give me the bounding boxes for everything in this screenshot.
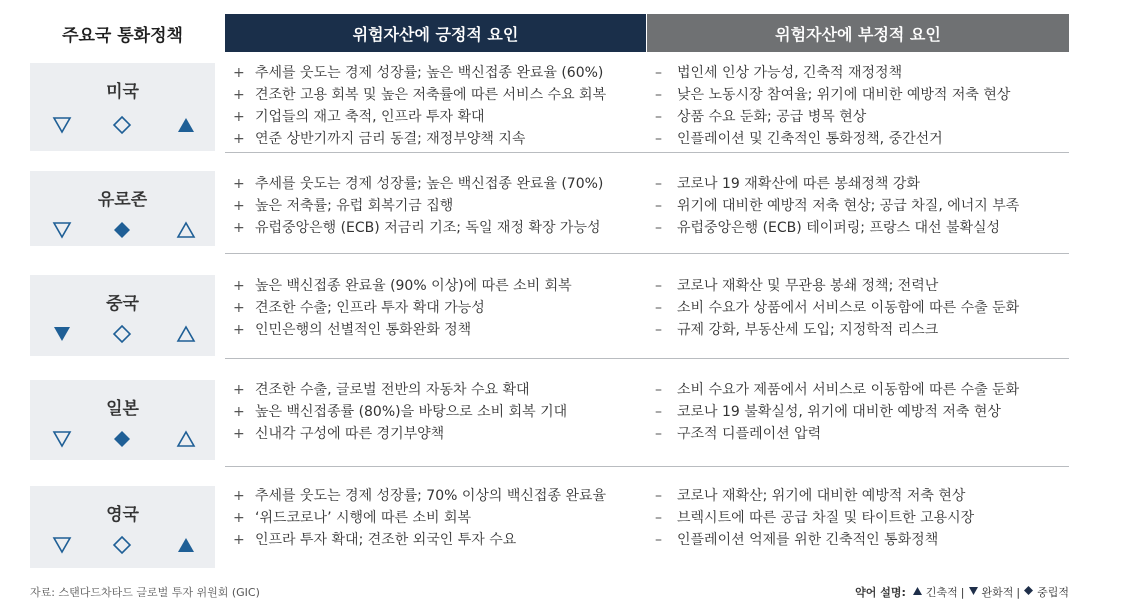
plus-mark: + xyxy=(233,87,245,103)
list-item xyxy=(655,529,974,551)
region-name: 일본 xyxy=(106,399,139,419)
positive-factor-text: 기업들의 재고 축적, 인프라 투자 확대 xyxy=(255,109,485,125)
list-item xyxy=(655,217,1019,239)
negative-factor-text: 코로나 19 재확산에 따른 봉쇄정책 강화 xyxy=(677,176,920,192)
list-item xyxy=(233,173,603,195)
easing-outline-icon xyxy=(50,218,74,242)
neutral-outline-icon xyxy=(110,322,134,346)
minus-mark: – xyxy=(655,176,662,192)
list-item xyxy=(655,84,1010,106)
tightening-outline-icon xyxy=(174,322,198,346)
tightening-outline-icon xyxy=(174,218,198,242)
minus-mark: – xyxy=(655,65,662,81)
plus-mark: + xyxy=(233,488,245,504)
table-row-uk xyxy=(0,486,1127,568)
minus-mark: – xyxy=(655,220,662,236)
positive-factors-header-label: 위험자산에 긍정적 요인 xyxy=(352,24,519,44)
positive-factor-text: 높은 저축률; 유럽 회복기금 집행 xyxy=(255,198,454,214)
region-name: 영국 xyxy=(106,505,139,525)
list-item xyxy=(655,319,1019,341)
negative-factor-text: 코로나 19 불확실성, 위기에 대비한 예방적 저축 현상 xyxy=(677,404,1001,420)
plus-mark: + xyxy=(233,176,245,192)
negative-factor-text: 브렉시트에 따른 공급 차질 및 타이트한 고용시장 xyxy=(677,510,975,526)
positive-factor-text: 연준 상반기까지 금리 동결; 재정부양책 지속 xyxy=(255,131,526,147)
plus-mark: + xyxy=(233,532,245,548)
positive-factor-text: 추세를 웃도는 경제 성장률; 70% 이상의 백신접종 완료율 xyxy=(255,488,606,504)
negative-factor-text: 상품 수요 둔화; 공급 병목 현상 xyxy=(677,109,867,125)
list-item xyxy=(655,401,1019,423)
region-cell xyxy=(30,171,215,246)
positive-factors-list xyxy=(233,275,572,341)
list-item xyxy=(233,319,572,341)
negative-factors-list xyxy=(655,62,1010,150)
list-item xyxy=(233,195,603,217)
list-item xyxy=(233,128,606,150)
plus-mark: + xyxy=(233,198,245,214)
tightening-outline-icon xyxy=(174,427,198,451)
legend-separator: | xyxy=(960,585,965,599)
positive-factor-text: 신내각 구성에 따른 경기부양책 xyxy=(255,426,445,442)
easing-filled-icon xyxy=(50,322,74,346)
positive-factors-list xyxy=(233,62,606,150)
positive-factor-text: 견조한 수출, 글로벌 전반의 자동차 수요 확대 xyxy=(255,382,530,398)
list-item xyxy=(655,62,1010,84)
positive-factor-text: 유럽중앙은행 (ECB) 저금리 기조; 독일 재정 확장 가능성 xyxy=(255,220,601,236)
list-item xyxy=(655,128,1010,150)
negative-factor-text: 소비 수요가 제품에서 서비스로 이동함에 따른 수출 둔화 xyxy=(677,382,1020,398)
table-row-china xyxy=(0,275,1127,355)
row-divider xyxy=(225,466,1069,467)
list-item xyxy=(655,379,1019,401)
list-item xyxy=(655,485,974,507)
region-name: 미국 xyxy=(106,82,139,102)
negative-factor-text: 구조적 디플레이션 압력 xyxy=(677,426,822,442)
easing-outline-icon xyxy=(50,533,74,557)
region-cell xyxy=(30,275,215,356)
positive-factors-list xyxy=(233,379,567,445)
list-item xyxy=(655,423,1019,445)
negative-factors-list xyxy=(655,485,974,551)
list-item xyxy=(233,423,567,445)
list-item xyxy=(233,529,606,551)
list-item xyxy=(233,297,572,319)
row-divider xyxy=(225,152,1069,153)
neutral-filled-icon xyxy=(110,427,134,451)
minus-mark: – xyxy=(655,322,662,338)
positive-factors-header xyxy=(225,14,646,52)
negative-factors-list xyxy=(655,275,1019,341)
list-item xyxy=(233,379,567,401)
neutral-outline-icon xyxy=(110,113,134,137)
positive-factor-text: ‘위드코로나’ 시행에 따른 소비 회복 xyxy=(255,510,472,526)
minus-mark: – xyxy=(655,198,662,214)
positive-factor-text: 추세를 웃도는 경제 성장률; 높은 백신접종 완료율 (60%) xyxy=(255,65,604,81)
minus-mark: – xyxy=(655,278,662,294)
plus-mark: + xyxy=(233,220,245,236)
minus-mark: – xyxy=(655,404,662,420)
easing-outline-icon xyxy=(50,427,74,451)
source-note: 자료: 스탠다드차타드 글로벌 투자 위원회 (GIC) xyxy=(30,586,260,599)
plus-mark: + xyxy=(233,322,245,338)
negative-factor-text: 소비 수요가 상품에서 서비스로 이동함에 따른 수출 둔화 xyxy=(677,300,1020,316)
easing-outline-icon xyxy=(50,113,74,137)
negative-factors-header xyxy=(647,14,1069,52)
negative-factor-text: 유럽중앙은행 (ECB) 테이퍼링; 프랑스 대선 불확실성 xyxy=(677,220,1001,236)
plus-mark: + xyxy=(233,404,245,420)
row-divider xyxy=(225,253,1069,254)
minus-mark: – xyxy=(655,109,662,125)
positive-factor-text: 인프라 투자 확대; 견조한 외국인 투자 수요 xyxy=(255,532,517,548)
region-cell xyxy=(30,63,215,151)
plus-mark: + xyxy=(233,382,245,398)
row-divider xyxy=(225,358,1069,359)
negative-factor-text: 코로나 재확산; 위기에 대비한 예방적 저축 현상 xyxy=(677,488,966,504)
positive-factor-text: 추세를 웃도는 경제 성장률; 높은 백신접종 완료율 (70%) xyxy=(255,176,604,192)
region-cell xyxy=(30,486,215,568)
region-column-header: 주요국 통화정책 xyxy=(62,25,183,46)
plus-mark: + xyxy=(233,510,245,526)
list-item xyxy=(233,401,567,423)
plus-mark: + xyxy=(233,109,245,125)
minus-mark: – xyxy=(655,510,662,526)
positive-factor-text: 견조한 수출; 인프라 투자 확대 가능성 xyxy=(255,300,485,316)
minus-mark: – xyxy=(655,426,662,442)
legend-separator: | xyxy=(1016,585,1021,599)
list-item xyxy=(233,275,572,297)
triangle-up-icon xyxy=(912,586,923,599)
plus-mark: + xyxy=(233,426,245,442)
negative-factor-text: 규제 강화, 부동산세 도입; 지정학적 리스크 xyxy=(677,322,939,338)
legend xyxy=(855,584,1069,600)
list-item xyxy=(233,62,606,84)
neutral-outline-icon xyxy=(110,533,134,557)
plus-mark: + xyxy=(233,131,245,147)
negative-factor-text: 낮은 노동시장 참여율; 위기에 대비한 예방적 저축 현상 xyxy=(677,87,1011,103)
negative-factors-list xyxy=(655,379,1019,445)
list-item xyxy=(655,195,1019,217)
list-item xyxy=(233,217,603,239)
minus-mark: – xyxy=(655,131,662,147)
table-row-us xyxy=(0,63,1127,153)
list-item xyxy=(655,297,1019,319)
positive-factor-text: 높은 백신접종률 (80%)을 바탕으로 소비 회복 기대 xyxy=(255,404,568,420)
negative-factor-text: 법인세 인상 가능성, 긴축적 재정정책 xyxy=(677,65,903,81)
positive-factors-list xyxy=(233,485,606,551)
minus-mark: – xyxy=(655,532,662,548)
minus-mark: – xyxy=(655,382,662,398)
legend-neutral-label: 중립적 xyxy=(1037,586,1069,599)
region-name: 유로존 xyxy=(97,190,148,210)
table-row-eurozone xyxy=(0,171,1127,246)
plus-mark: + xyxy=(233,65,245,81)
plus-mark: + xyxy=(233,300,245,316)
list-item xyxy=(233,485,606,507)
tightening-filled-icon xyxy=(174,113,198,137)
region-name: 중국 xyxy=(106,294,139,314)
legend-title: 약어 설명: xyxy=(855,586,906,599)
list-item xyxy=(233,84,606,106)
list-item xyxy=(233,106,606,128)
minus-mark: – xyxy=(655,488,662,504)
diamond-icon xyxy=(1023,585,1034,599)
region-cell xyxy=(30,380,215,460)
tightening-filled-icon xyxy=(174,533,198,557)
list-item xyxy=(655,275,1019,297)
negative-factors-header-label: 위험자산에 부정적 요인 xyxy=(775,24,941,44)
triangle-down-icon xyxy=(968,586,979,599)
positive-factor-text: 견조한 고용 회복 및 높은 저축률에 따른 서비스 수요 회복 xyxy=(255,87,607,103)
table-row-japan xyxy=(0,380,1127,460)
list-item xyxy=(655,173,1019,195)
minus-mark: – xyxy=(655,87,662,103)
negative-factor-text: 코로나 재확산 및 무관용 봉쇄 정책; 전력난 xyxy=(677,278,939,294)
plus-mark: + xyxy=(233,278,245,294)
negative-factors-list xyxy=(655,173,1019,239)
positive-factors-list xyxy=(233,173,603,239)
list-item xyxy=(233,507,606,529)
negative-factor-text: 인플레이션 억제를 위한 긴축적인 통화정책 xyxy=(677,532,939,548)
list-item xyxy=(655,507,974,529)
legend-up-label: 긴축적 xyxy=(925,586,958,599)
neutral-filled-icon xyxy=(110,218,134,242)
list-item xyxy=(655,106,1010,128)
negative-factor-text: 위기에 대비한 예방적 저축 현상; 공급 차질, 에너지 부족 xyxy=(677,198,1020,214)
positive-factor-text: 인민은행의 선별적인 통화완화 정책 xyxy=(255,322,472,338)
legend-down-label: 완화적 xyxy=(981,586,1014,599)
negative-factor-text: 인플레이션 및 긴축적인 통화정책, 중간선거 xyxy=(677,131,943,147)
minus-mark: – xyxy=(655,300,662,316)
positive-factor-text: 높은 백신접종 완료율 (90% 이상)에 따른 소비 회복 xyxy=(255,278,572,294)
